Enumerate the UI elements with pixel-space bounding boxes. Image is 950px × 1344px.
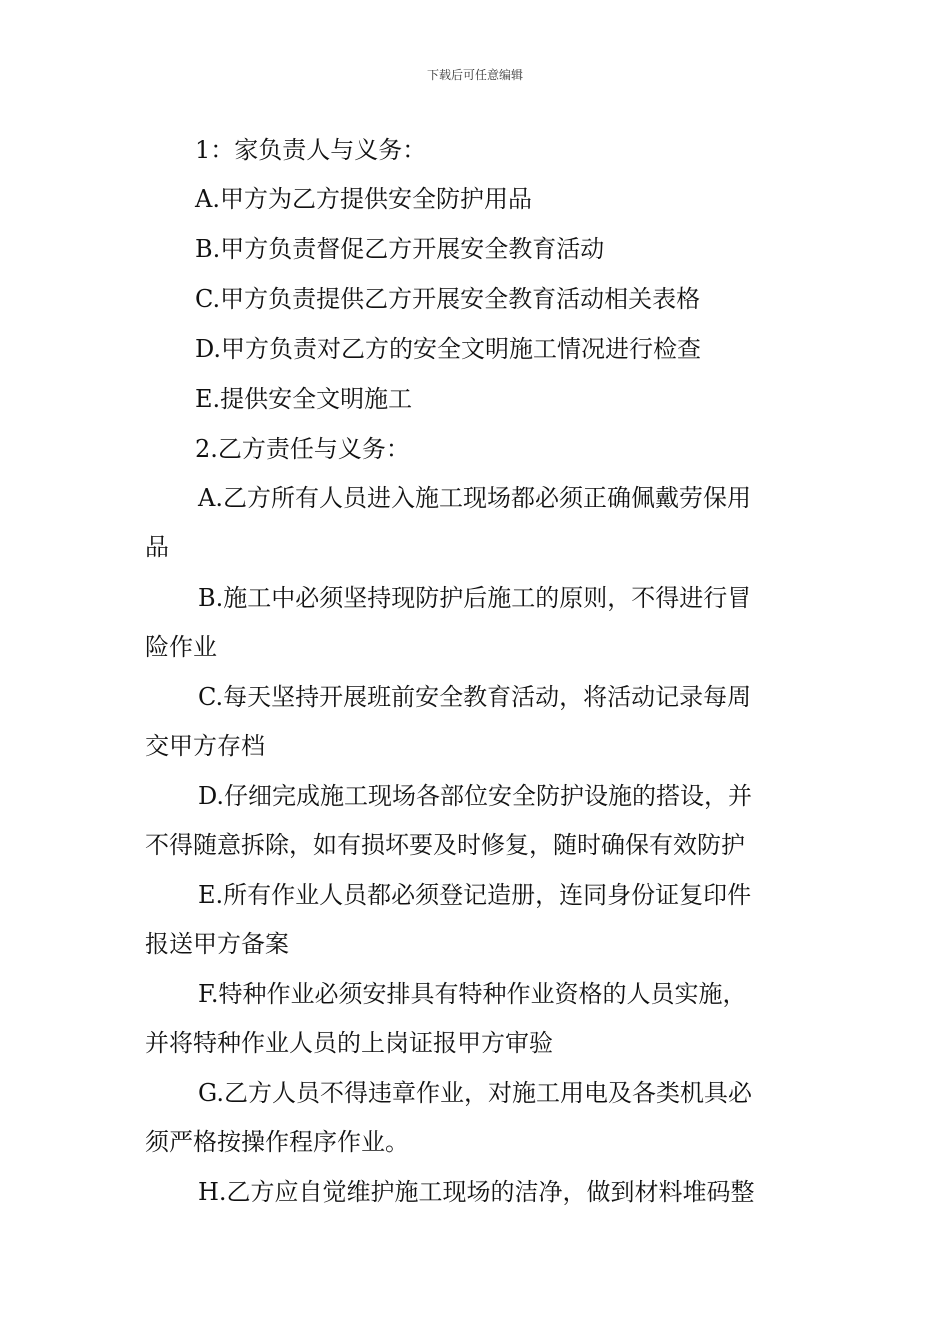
page-header: 下载后可任意编辑 (426, 68, 523, 82)
text-line: G.乙方人员不得违章作业，对施工用电及各类机具必 (198, 1079, 752, 1107)
text-line: A.乙方所有人员进入施工现场都必须正确佩戴劳保用 (198, 484, 751, 512)
text-line: 险作业 (145, 633, 217, 661)
text-line: 不得随意拆除，如有损坏要及时修复，随时确保有效防护 (145, 831, 745, 859)
text-line: B.甲方负责督促乙方开展安全教育活动 (195, 235, 605, 263)
text-line: 1：家负责人与义务： (195, 136, 427, 164)
text-line: 并将特种作业人员的上岗证报甲方审验 (145, 1029, 553, 1057)
text-line: E.提供安全文明施工 (195, 385, 413, 413)
text-line: H.乙方应自觉维护施工现场的洁净，做到材料堆码整 (198, 1178, 755, 1206)
text-line: 交甲方存档 (145, 732, 265, 760)
text-line: B.施工中必须坚持现防护后施工的原则，不得进行冒 (198, 584, 752, 612)
text-line: 报送甲方备案 (145, 930, 289, 958)
text-line: C.每天坚持开展班前安全教育活动，将活动记录每周 (198, 683, 752, 711)
text-line: C.甲方负责提供乙方开展安全教育活动相关表格 (195, 285, 701, 313)
text-line: 品 (145, 533, 169, 561)
text-line: A.甲方为乙方提供安全防护用品 (195, 185, 532, 213)
text-line: 须严格按操作程序作业。 (145, 1128, 409, 1156)
text-line: D.仔细完成施工现场各部位安全防护设施的搭设，并 (198, 782, 753, 810)
text-line: F.特种作业必须安排具有特种作业资格的人员实施， (198, 980, 747, 1008)
text-line: E.所有作业人员都必须登记造册，连同身份证复印件 (198, 881, 752, 909)
text-line: 2.乙方责任与义务： (195, 435, 410, 463)
text-line: D.甲方负责对乙方的安全文明施工情况进行检查 (195, 335, 702, 363)
